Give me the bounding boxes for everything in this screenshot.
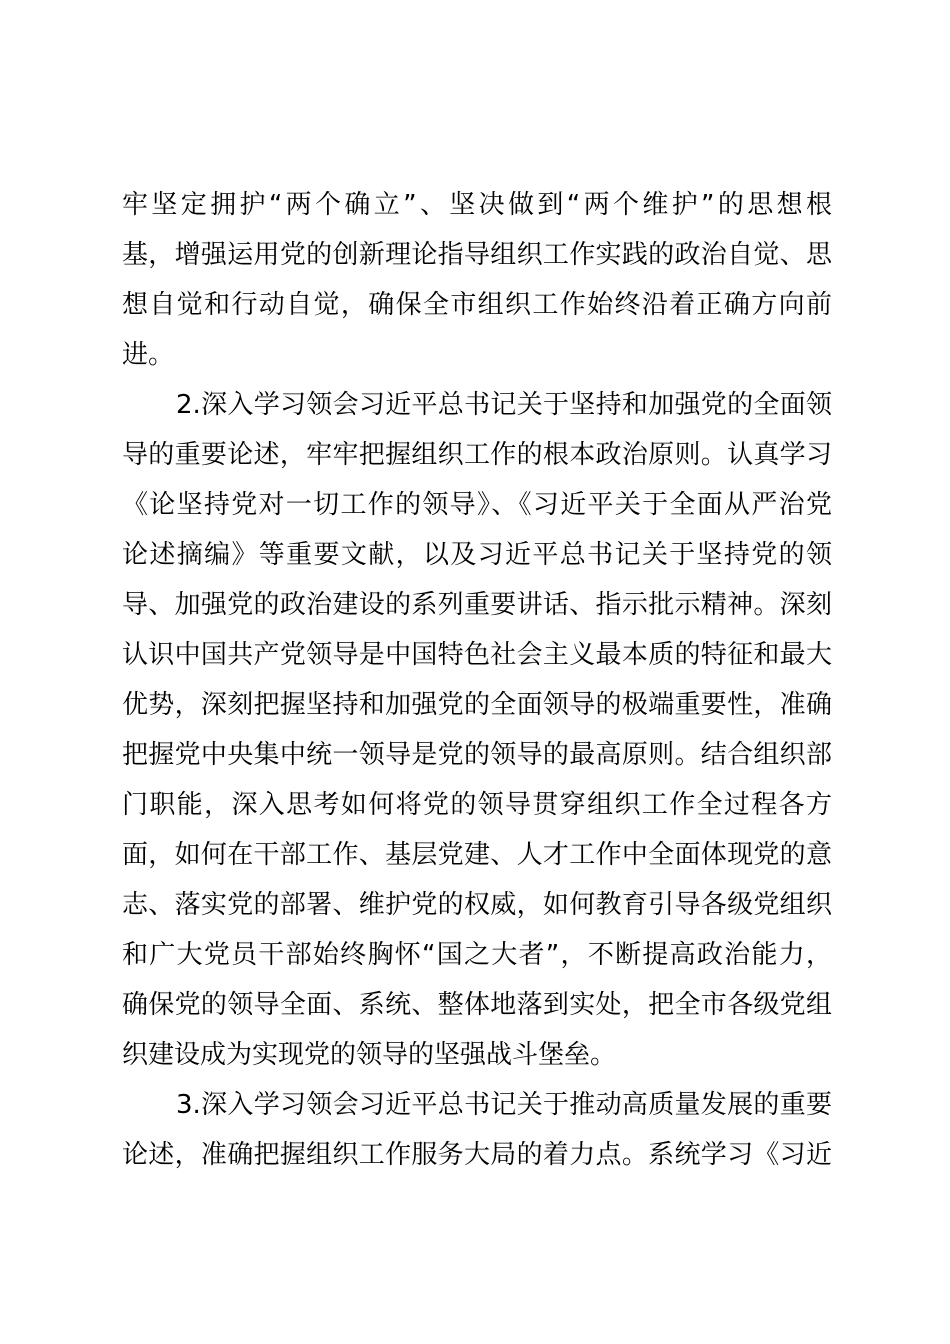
text-line: 优势，深刻把握坚持和加强党的全面领导的极端重要性，准确 — [122, 690, 832, 720]
document-body — [122, 180, 832, 1180]
paragraph-heading-line: 3.深入学习领会习近平总书记关于推动高质量发展的重要 — [176, 1090, 832, 1120]
text-line: 把握党中央集中统一领导是党的领导的最高原则。结合组织部 — [122, 740, 832, 770]
text-line: 论述摘编》等重要文献，以及习近平总书记关于坚持党的领 — [122, 540, 832, 570]
text-line: 面，如何在干部工作、基层党建、人才工作中全面体现党的意 — [122, 840, 832, 870]
text-line: 织建设成为实现党的领导的坚强战斗堡垒。 — [122, 1040, 617, 1070]
text-line: 门职能，深入思考如何将党的领导贯穿组织工作全过程各方 — [122, 790, 832, 820]
text-line: 认识中国共产党领导是中国特色社会主义最本质的特征和最大 — [122, 640, 832, 670]
text-line: 导的重要论述，牢牢把握组织工作的根本政治原则。认真学习 — [122, 440, 832, 470]
paragraph-heading-line: 2.深入学习领会习近平总书记关于坚持和加强党的全面领 — [176, 390, 832, 420]
text-line: 确保党的领导全面、系统、整体地落到实处，把全市各级党组 — [122, 990, 832, 1020]
text-line: 想自觉和行动自觉，确保全市组织工作始终沿着正确方向前 — [122, 290, 832, 320]
text-line: 志、落实党的部署、维护党的权威，如何教育引导各级党组织 — [122, 890, 832, 920]
text-line: 基，增强运用党的创新理论指导组织工作实践的政治自觉、思 — [122, 240, 832, 270]
text-line: 进。 — [122, 340, 175, 370]
text-line: 论述，准确把握组织工作服务大局的着力点。系统学习《习近 — [122, 1140, 832, 1170]
paragraph-2 — [122, 380, 832, 1080]
text-line: 《论坚持党对一切工作的领导》、《习近平关于全面从严治党 — [122, 490, 832, 520]
text-line: 牢坚定拥护“两个确立”、坚决做到“两个维护”的思想根 — [122, 190, 832, 220]
text-line: 导、加强党的政治建设的系列重要讲话、指示批示精神。深刻 — [122, 590, 832, 620]
paragraph-3 — [122, 1080, 832, 1180]
text-line: 和广大党员干部始终胸怀“国之大者”，不断提高政治能力， — [122, 940, 832, 970]
paragraph-1-continuation — [122, 180, 832, 380]
